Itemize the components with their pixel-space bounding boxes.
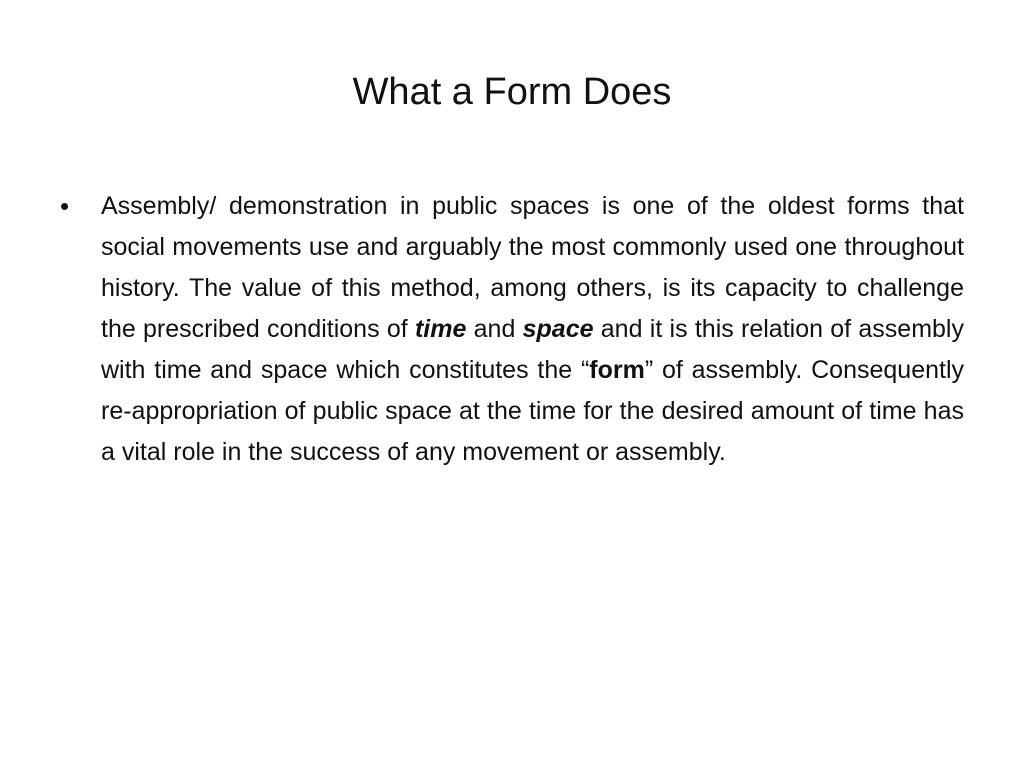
bullet-dot-icon: •	[60, 191, 70, 221]
emphasis-space: space	[522, 315, 594, 343]
emphasis-form: form	[589, 356, 645, 384]
text-segment: Assembly/ demonstration in public spaces is one of the oldest forms that social movements use and arguably the most commonly used one throughout history. The value of this method, among others, is its capacity to challenge the prescribed conditions of	[101, 192, 964, 343]
bullet-list	[60, 186, 964, 473]
bullet-item	[60, 186, 964, 473]
text-segment: and	[466, 315, 523, 343]
text-segment: ” of assembly. Consequently re-appropriation of public space at the time for the desired amount of time has a vital role in the success of any movement or assembly.	[101, 356, 965, 466]
bullet-text	[101, 186, 964, 473]
slide-title: What a Form Does	[352, 71, 672, 113]
emphasis-time: time	[414, 315, 467, 343]
text-segment: and it is this relation of assembly with time and space which constitutes the “	[101, 315, 964, 384]
